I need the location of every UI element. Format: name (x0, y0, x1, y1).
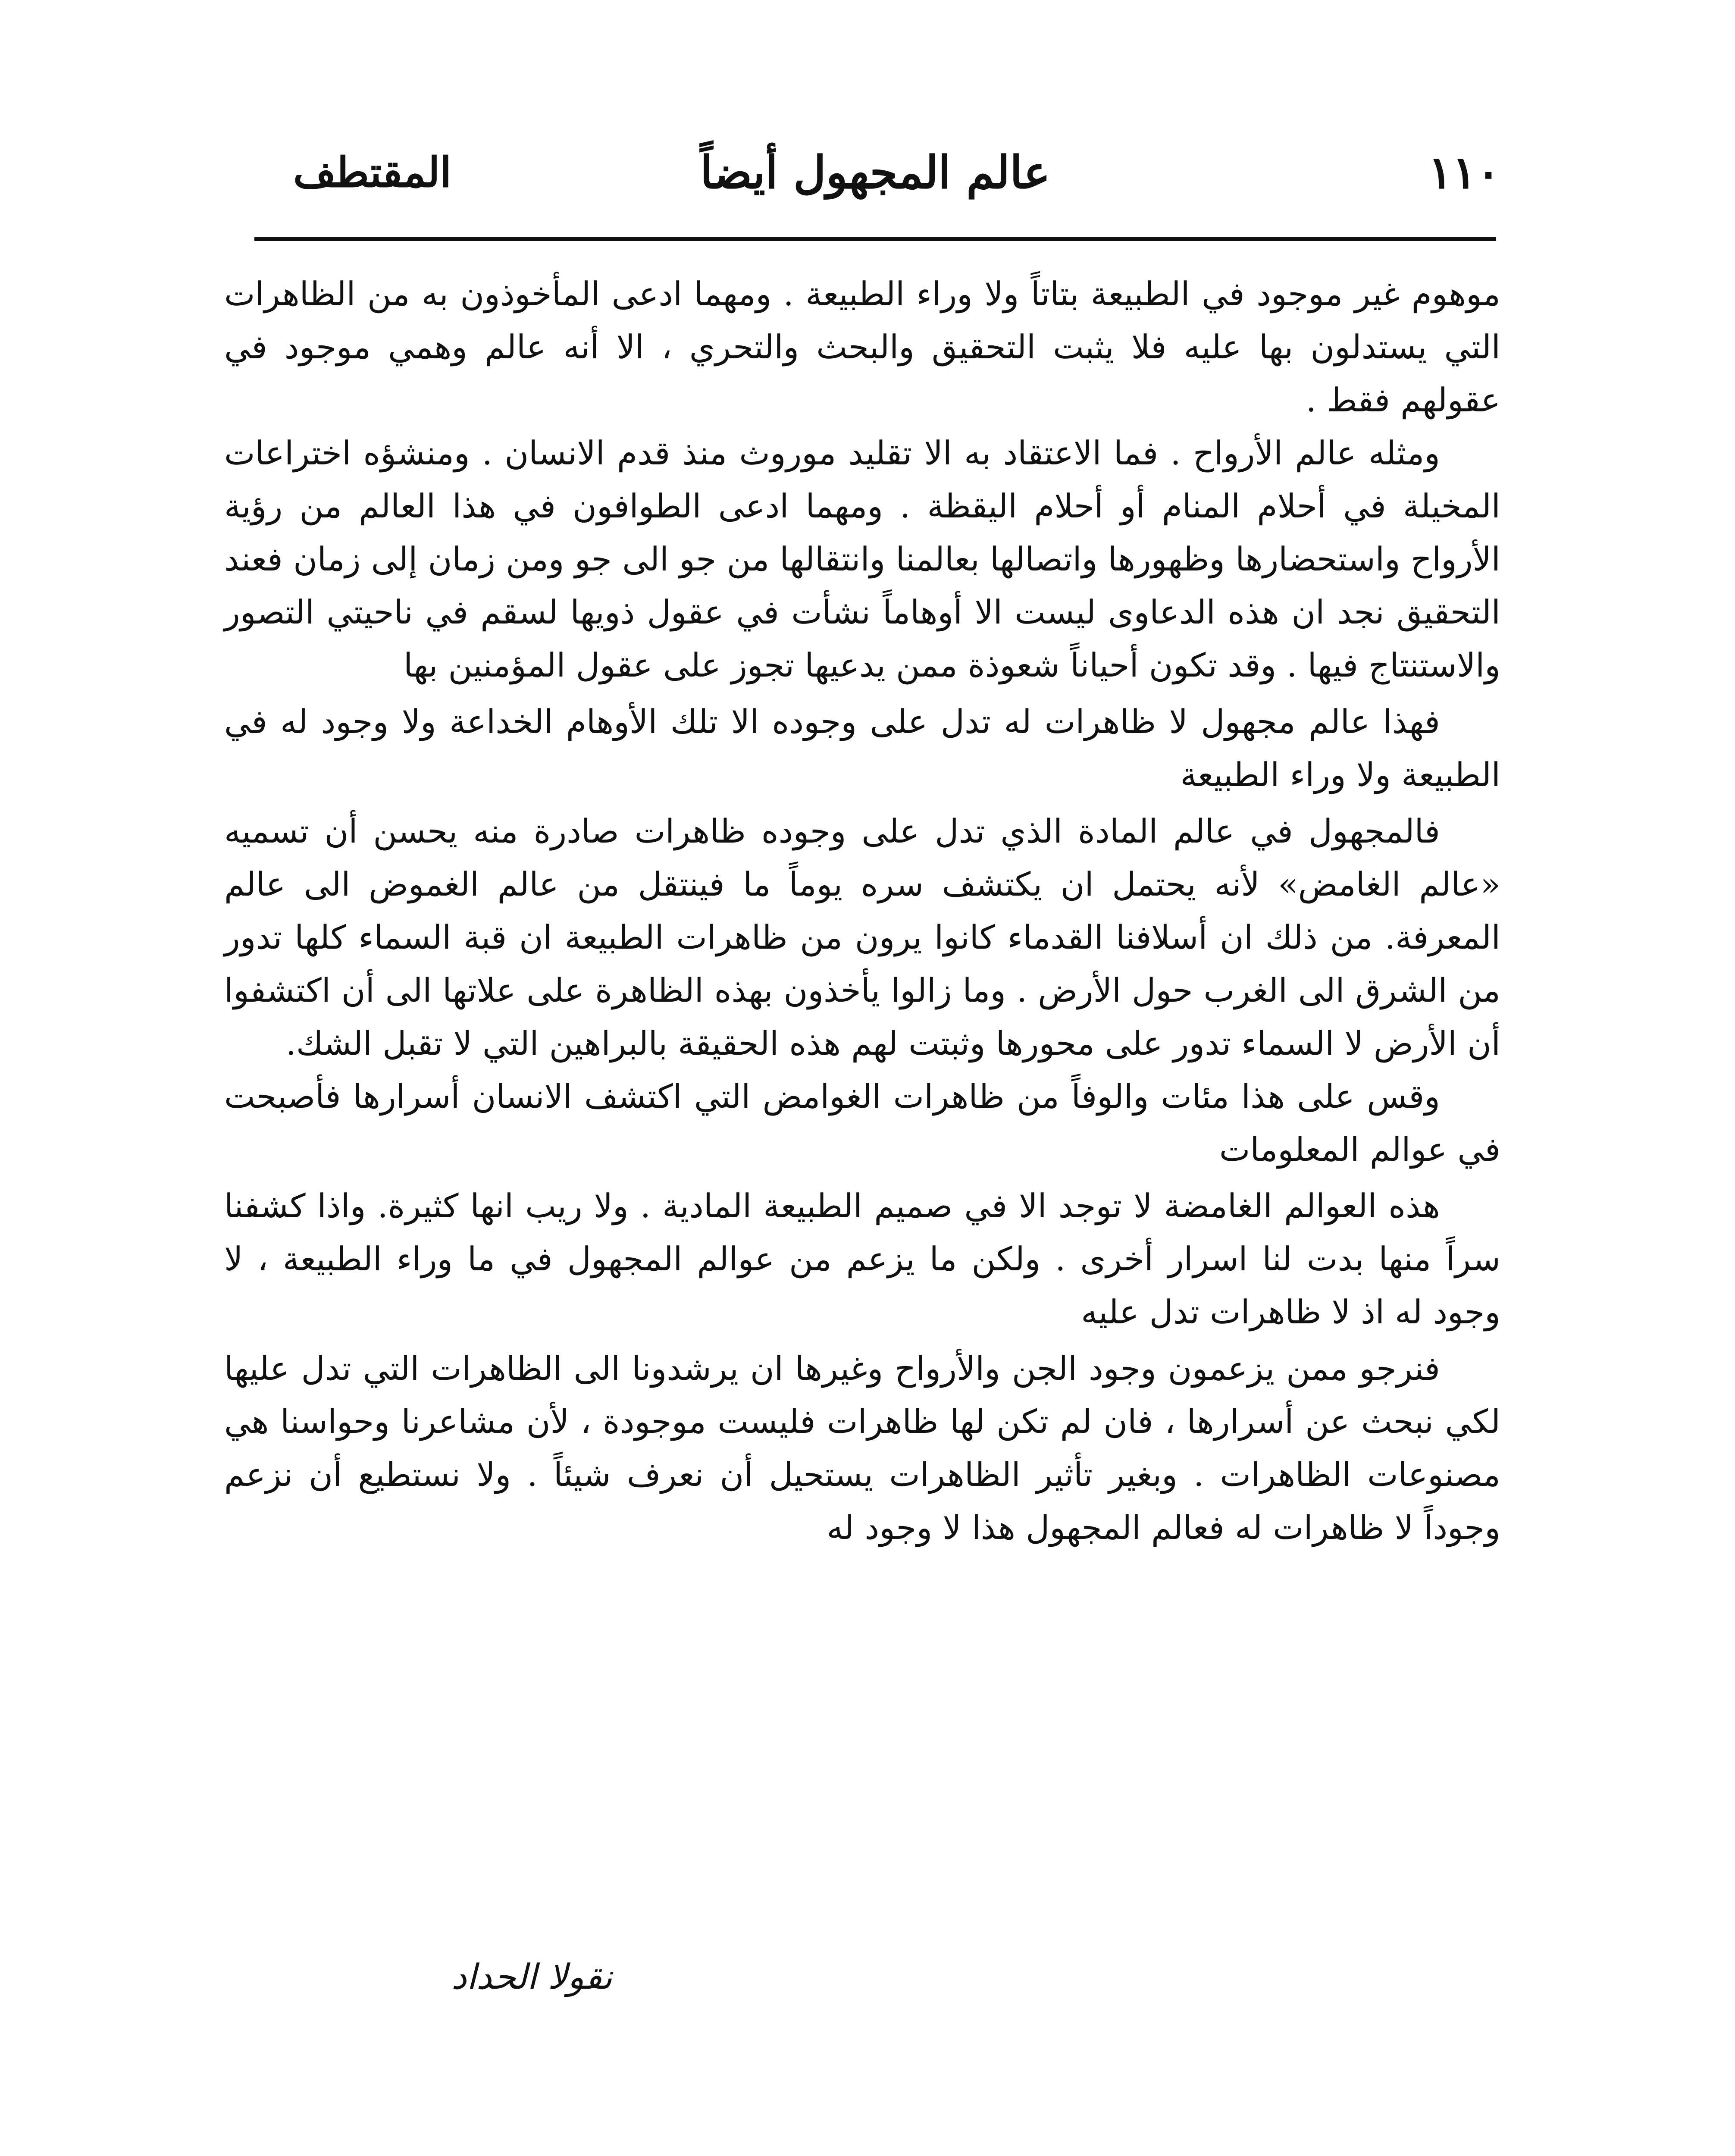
paragraph: وقس على هذا مئات والوفاً من ظاهرات الغوامض التي اكتشف الانسان أسرارها فأصبحت في عوالم المعلومات (224, 1077, 1500, 1169)
page-number: ١١٠ (1428, 146, 1500, 199)
running-title: عالم المجهول أيضاً (700, 146, 1050, 199)
paragraph: فهذا عالم مجهول لا ظاهرات له تدل على وجوده الا تلك الأوهام الخداعة ولا وجود له في الطبيعة ولا وراء الطبيعة (224, 702, 1500, 794)
paragraph: هذه العوالم الغامضة لا توجد الا في صميم الطبيعة المادية . ولا ريب انها كثيرة. واذا كشفنا سراً منها بدت لنا اسرار أخرى . ولكن ما يزعم من عوالم المجهول في ما وراء الطبيعة ، لا وجود له اذ لا ظاهرات تدل عليه (224, 1187, 1500, 1331)
page-header (250, 142, 1500, 211)
author-signature: نقولا الحداد (451, 1957, 612, 1997)
paragraph: فالمجهول في عالم المادة الذي تدل على وجوده ظاهرات صادرة منه يحسن أن تسميه «عالم الغامض» لأنه يحتمل ان يكتشف سره يوماً ما فينتقل من عالم الغموض الى عالم المعرفة. من ذلك ان أسلافنا القدماء كانوا يرون من ظاهرات الطبيعة ان قبة السماء كلها تدور من الشرق الى الغرب حول الأرض . وما زالوا يأخذون بهذه الظاهرة على علاتها الى أن اكتشفوا أن الأرض لا السماء تدور على محورها وثبتت لهم هذه الحقيقة بالبراهين التي لا تقبل الشك. (224, 812, 1500, 1062)
paragraph: موهوم غير موجود في الطبيعة بتاتاً ولا وراء الطبيعة . ومهما ادعى المأخوذون به من الظاهرات التي يستدلون بها عليه فلا يثبت التحقيق والبحث والتحري ، الا أنه عالم وهمي موجود في عقولهم فقط . (224, 275, 1500, 419)
paragraph: فنرجو ممن يزعمون وجود الجن والأرواح وغيرها ان يرشدونا الى الظاهرات التي تدل عليها لكي نبحث عن أسرارها ، فان لم تكن لها ظاهرات فليست موجودة ، لأن مشاعرنا وحواسنا هي مصنوعات الظاهرات . وبغير تأثير الظاهرات يستحيل أن نعرف شيئاً . ولا نستطيع أن نزعم وجوداً لا ظاهرات له فعالم المجهول هذا لا وجود له (224, 1349, 1500, 1547)
article-body (224, 267, 1500, 1554)
paragraph: ومثله عالم الأرواح . فما الاعتقاد به الا تقليد موروث منذ قدم الانسان . ومنشؤه اختراعات المخيلة في أحلام المنام أو أحلام اليقظة . ومهما ادعى الطوافون في هذا العالم من رؤية الأرواح واستحضارها وظهورها واتصالها بعالمنا وانتقالها من جو الى جو ومن زمان إلى زمان فعند التحقيق نجد ان هذه الدعاوى ليست الا أوهاماً نشأت في عقول ذويها لسقم في ناحيتي التصور والاستنتاج فيها . وقد تكون أحياناً شعوذة ممن يدعيها تجوز على عقول المؤمنين بها (224, 434, 1500, 684)
journal-name: المقتطف (293, 148, 452, 197)
header-rule (254, 237, 1496, 241)
